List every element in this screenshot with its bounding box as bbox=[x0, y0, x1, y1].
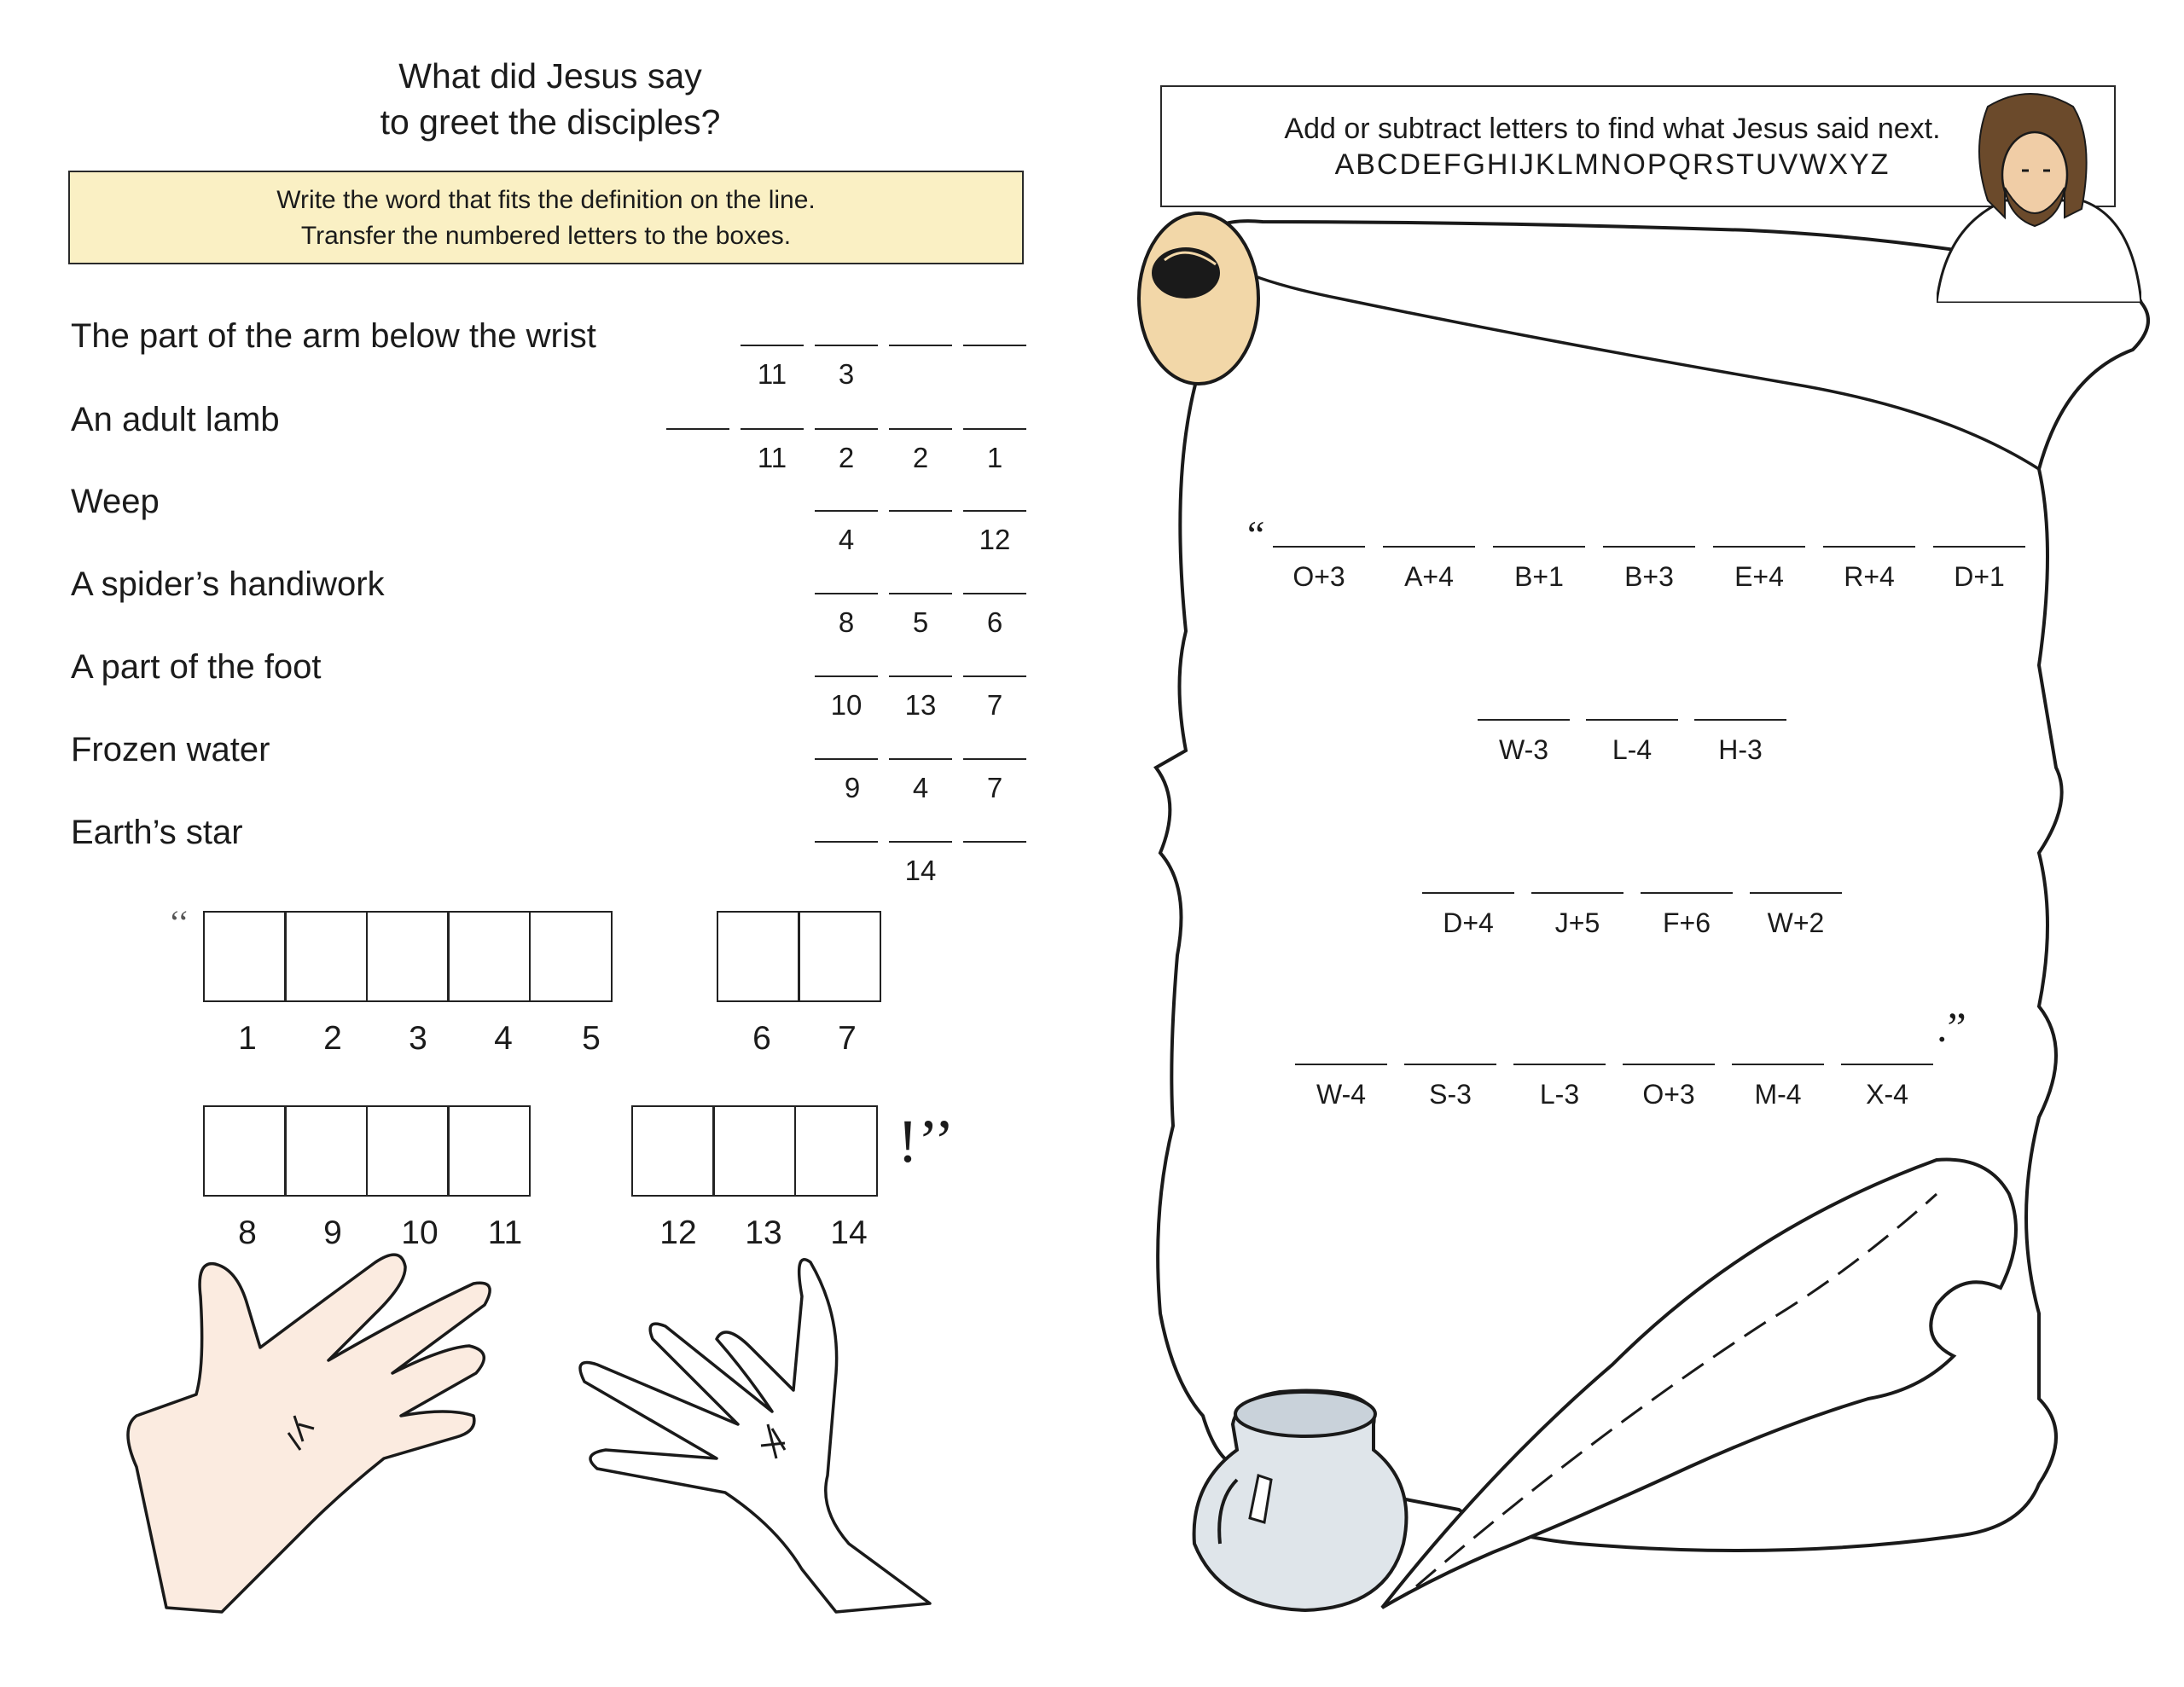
clue-label: Earth’s star bbox=[71, 814, 243, 851]
cipher-code: O+3 bbox=[1292, 561, 1345, 592]
cipher-answer-blank[interactable] bbox=[1478, 719, 1570, 721]
cipher-answer-blank[interactable] bbox=[1750, 892, 1842, 894]
cipher-code: F+6 bbox=[1662, 907, 1711, 938]
letter-number: 11 bbox=[757, 442, 787, 473]
answer-box-group bbox=[205, 1105, 531, 1197]
cipher-code: B+3 bbox=[1624, 561, 1674, 592]
answer-blank[interactable] bbox=[889, 593, 952, 594]
puzzle-title bbox=[0, 53, 1101, 145]
cipher-answer-blank[interactable] bbox=[1623, 1064, 1715, 1065]
answer-box[interactable] bbox=[284, 1105, 368, 1197]
answer-box[interactable] bbox=[366, 1105, 450, 1197]
answer-blank[interactable] bbox=[963, 428, 1026, 430]
answer-box[interactable] bbox=[712, 1105, 796, 1197]
cipher-code: M-4 bbox=[1754, 1079, 1802, 1110]
box-number: 10 bbox=[401, 1215, 439, 1251]
cipher-answer-blank[interactable] bbox=[1732, 1064, 1824, 1065]
answer-blank[interactable] bbox=[889, 841, 952, 843]
cipher-code: W-3 bbox=[1498, 734, 1549, 765]
letter-number: 2 bbox=[912, 442, 929, 473]
answer-box[interactable] bbox=[631, 1105, 715, 1197]
answer-blank[interactable] bbox=[741, 428, 804, 430]
answer-blank[interactable] bbox=[889, 345, 952, 346]
answer-blank[interactable] bbox=[815, 345, 878, 346]
answer-blank[interactable] bbox=[815, 593, 878, 594]
cipher-code: D+1 bbox=[1954, 561, 2005, 592]
title-line-2: to greet the disciples? bbox=[380, 102, 721, 142]
letter-number: 12 bbox=[979, 524, 1011, 555]
cipher-answer-blank[interactable] bbox=[1295, 1064, 1387, 1065]
answer-box[interactable] bbox=[529, 911, 613, 1002]
answer-blank[interactable] bbox=[666, 428, 729, 430]
letter-number: 7 bbox=[986, 689, 1003, 721]
cipher-answer-blank[interactable] bbox=[1531, 892, 1623, 894]
cipher-code: L-3 bbox=[1539, 1079, 1580, 1110]
left-hand-illustration bbox=[128, 1255, 490, 1612]
answer-box-group bbox=[205, 911, 613, 1002]
cipher-answer-blank[interactable] bbox=[1841, 1064, 1933, 1065]
title-line-1: What did Jesus say bbox=[398, 56, 702, 96]
answer-blank[interactable] bbox=[963, 758, 1026, 760]
cipher-answer-blank[interactable] bbox=[1603, 546, 1695, 548]
cipher-answer-blank[interactable] bbox=[1823, 546, 1915, 548]
cipher-code: W-4 bbox=[1316, 1079, 1367, 1110]
answer-blank[interactable] bbox=[963, 841, 1026, 843]
letter-number: 6 bbox=[986, 606, 1003, 638]
answer-blank[interactable] bbox=[963, 593, 1026, 594]
cipher-code: D+4 bbox=[1443, 907, 1494, 938]
answer-blank[interactable] bbox=[815, 510, 878, 512]
cipher-code: O+3 bbox=[1642, 1079, 1695, 1110]
ink-bottle-icon bbox=[1194, 1391, 1407, 1610]
answer-blank[interactable] bbox=[889, 675, 952, 677]
cipher-answer-blank[interactable] bbox=[1694, 719, 1786, 721]
open-quote-mark: ‘‘ bbox=[169, 903, 189, 942]
box-number: 12 bbox=[659, 1215, 697, 1251]
letter-number: 1 bbox=[986, 442, 1003, 473]
box-number: 13 bbox=[745, 1215, 782, 1251]
cipher-code: X-4 bbox=[1866, 1079, 1908, 1110]
cipher-answer-blank[interactable] bbox=[1273, 546, 1365, 548]
open-quote-mark: “ bbox=[1247, 513, 1265, 556]
answer-box[interactable] bbox=[203, 911, 287, 1002]
cipher-code: E+4 bbox=[1734, 561, 1784, 592]
box-number: 11 bbox=[487, 1215, 523, 1251]
letter-number: 13 bbox=[904, 689, 937, 721]
quill-icon bbox=[1382, 1160, 2016, 1609]
letter-number: 11 bbox=[757, 358, 787, 390]
answer-box[interactable] bbox=[447, 911, 531, 1002]
instruction-header-text bbox=[1160, 111, 2065, 183]
instructions-line-1: Write the word that fits the definition on the line. bbox=[276, 186, 816, 214]
cipher-answer-blank[interactable] bbox=[1513, 1064, 1606, 1065]
answer-blank[interactable] bbox=[963, 675, 1026, 677]
clue-label: Frozen water bbox=[71, 731, 270, 768]
quill-and-ink-illustration bbox=[1169, 1143, 2090, 1620]
box-number: 3 bbox=[409, 1020, 427, 1057]
answer-box[interactable] bbox=[447, 1105, 531, 1197]
alphabet-reference: ABCDEFGHIJKLMNOPQRSTUVWXYZ bbox=[1334, 148, 1891, 181]
instructions-box bbox=[68, 171, 1024, 264]
answer-box[interactable] bbox=[366, 911, 450, 1002]
box-number: 8 bbox=[238, 1215, 257, 1251]
cipher-code: S-3 bbox=[1429, 1079, 1472, 1110]
clue-label: A spider’s handiwork bbox=[71, 565, 385, 603]
answer-box-group bbox=[633, 1105, 878, 1197]
cipher-code: J+5 bbox=[1554, 907, 1600, 938]
letter-number: 4 bbox=[912, 772, 929, 803]
cipher-answer-blank[interactable] bbox=[1713, 546, 1805, 548]
letter-number: 7 bbox=[986, 772, 1003, 803]
answer-blank[interactable] bbox=[963, 345, 1026, 346]
cipher-code: W+2 bbox=[1767, 907, 1825, 938]
instructions-line-2: Transfer the numbered letters to the boxes. bbox=[300, 222, 792, 250]
cipher-code: B+1 bbox=[1514, 561, 1564, 592]
box-number: 7 bbox=[838, 1020, 857, 1057]
letter-number: 5 bbox=[912, 606, 929, 638]
answer-blank[interactable] bbox=[963, 510, 1026, 512]
cipher-answer-blank[interactable] bbox=[1586, 719, 1678, 721]
cipher-code: H-3 bbox=[1718, 734, 1763, 765]
letter-number: 3 bbox=[838, 358, 855, 390]
cipher-answer-blank[interactable] bbox=[1933, 546, 2025, 548]
box-number: 5 bbox=[582, 1020, 601, 1057]
clue-label: Weep bbox=[71, 483, 160, 520]
letter-number: 4 bbox=[838, 524, 855, 555]
box-number: 6 bbox=[752, 1020, 771, 1057]
answer-blank[interactable] bbox=[889, 428, 952, 430]
answer-box[interactable] bbox=[203, 1105, 287, 1197]
wounded-hands-illustration bbox=[119, 1245, 973, 1620]
answer-box[interactable] bbox=[798, 911, 881, 1002]
answer-blank[interactable] bbox=[815, 841, 878, 843]
cipher-answer-blank[interactable] bbox=[1641, 892, 1733, 894]
box-number: 9 bbox=[323, 1215, 342, 1251]
answer-box[interactable] bbox=[284, 911, 368, 1002]
answer-blank[interactable] bbox=[889, 510, 952, 512]
cipher-answer-blank[interactable] bbox=[1383, 546, 1475, 548]
box-number: 2 bbox=[323, 1020, 342, 1057]
box-number: 4 bbox=[494, 1020, 513, 1057]
answer-blank[interactable] bbox=[815, 758, 878, 760]
answer-blank[interactable] bbox=[889, 758, 952, 760]
answer-blank[interactable] bbox=[815, 675, 878, 677]
cipher-answer-blank[interactable] bbox=[1422, 892, 1514, 894]
closing-punctuation: !’’ bbox=[897, 1107, 955, 1175]
answer-blank[interactable] bbox=[815, 428, 878, 430]
clue-label: A part of the foot bbox=[71, 648, 322, 686]
box-number: 1 bbox=[238, 1020, 257, 1057]
letter-number: 10 bbox=[830, 689, 863, 721]
clue-label: The part of the arm below the wrist bbox=[71, 317, 596, 355]
letter-number: 14 bbox=[904, 855, 937, 886]
cipher-answer-blank[interactable] bbox=[1493, 546, 1585, 548]
answer-box[interactable] bbox=[794, 1105, 878, 1197]
header-instruction: Add or subtract letters to find what Jesus said next. bbox=[1284, 113, 1941, 145]
close-quote-mark: .” bbox=[1937, 1003, 1966, 1051]
cipher-code: R+4 bbox=[1844, 561, 1895, 592]
box-number: 14 bbox=[830, 1215, 868, 1251]
letter-number: 8 bbox=[838, 606, 855, 638]
clue-label: An adult lamb bbox=[71, 401, 280, 438]
jesus-figure-illustration bbox=[1937, 90, 2141, 303]
letter-number: 2 bbox=[838, 442, 855, 473]
letter-number: 9 bbox=[844, 772, 861, 803]
right-hand-illustration bbox=[580, 1260, 930, 1612]
cipher-code: L-4 bbox=[1612, 734, 1653, 765]
answer-box-group bbox=[718, 911, 881, 1002]
answer-box[interactable] bbox=[717, 911, 800, 1002]
answer-blank[interactable] bbox=[741, 345, 804, 346]
cipher-code: A+4 bbox=[1404, 561, 1454, 592]
cipher-answer-blank[interactable] bbox=[1404, 1064, 1496, 1065]
